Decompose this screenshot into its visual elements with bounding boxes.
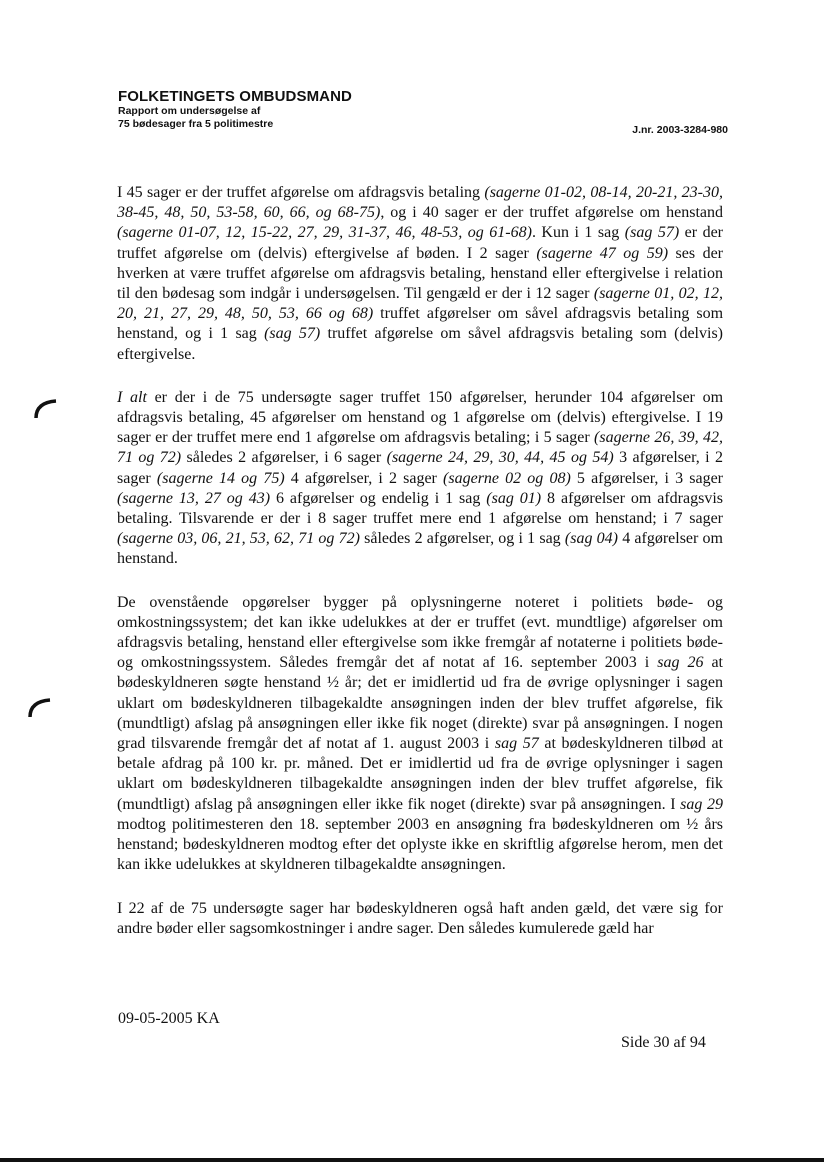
paragraph-text: er der i de 75 undersøgte sager truffet 150 afgørelser, herunder 104 afgørelser om afdragsvis betaling, 45 afgørelser om henstand og 1 afgørelse om (delvis) eftergivelse. I 19 sager er der truffet mere end 1 afgørelse om afdragsvis betaling; i 5 sager — [117, 388, 724, 447]
paragraph-text: at bødeskyldneren tilbød at betale afdrag på 100 kr. pr. måned. Det er imidlertid ud fra de øvrige oplysninger i sagen uklart om bødeskyldneren tilbagekaldte ansøgningen inden der blev truffet afgørelse, fik (mundtligt) afslag på ansøgningen eller ikke fik noget (direkte) svar på ansøgningen. I — [117, 735, 724, 813]
document-body — [117, 183, 723, 962]
paragraph-text: således 2 afgørelser, i 6 sager — [181, 449, 387, 467]
margin-mark-icon — [28, 697, 52, 719]
paragraph-text: truffet afgørelse om såvel afdragsvis betaling som (delvis) eftergivelse. — [117, 325, 724, 363]
case-reference: (sagerne 02 og 08) — [443, 469, 571, 487]
paragraph-text: 8 afgørelser om afdragsvis betaling. Tilsvarende er der i 8 sager truffet mere end 1 afgørelse om henstand; i 7 sager — [117, 489, 723, 528]
paragraph-text: De ovenstående opgørelser bygger på oplysningerne noteret i politiets bøde- og omkostningssystem; det kan ikke udelukkes at der er truffet (evt. mundtlige) afgørelser om afdragsvis betaling, henstand eller eftergivelse som ikke fremgår af notaterne i politiets bøde- og omkostningssystem. Således fremgår det af notat af 16. september 2003 i — [117, 593, 723, 672]
paragraph-text: 4 afgørelser, i 2 sager — [284, 469, 444, 487]
body-paragraph — [117, 899, 723, 939]
case-reference: (sagerne 01, 02, 12, 20, 21, 27, 29, 48, 50, 53, 66 og 68) — [117, 285, 724, 323]
paragraph-text: truffet afgørelser om såvel afdragsvis betaling som henstand, og i 1 sag — [117, 305, 724, 343]
paragraph-text: . Kun i 1 sag — [531, 224, 625, 242]
margin-mark-icon — [34, 398, 58, 420]
paragraph-text: I 45 sager er der truffet afgørelse om afdragsvis betaling — [117, 184, 485, 201]
footer-date: 09-05-2005 KA — [118, 1010, 220, 1027]
journal-number: J.nr. 2003-3284-980 — [632, 124, 728, 136]
case-reference: (sagerne 14 og 75) — [156, 469, 285, 487]
case-reference: (sagerne 01-02, 08-14, 20-21, 23-30, 38-45, 48, 50, 53-58, 60, 66, og 68-75) — [117, 184, 723, 222]
paragraph-text: I 22 af de 75 undersøgte sager har bødeskyldneren også haft anden gæld, det være sig for andre bøder eller sagsomkostninger i andre sager. Den således kumulerede gæld har — [117, 899, 723, 937]
body-paragraph — [117, 593, 723, 876]
case-reference: (sagerne 13, 27 og 43) — [117, 489, 271, 507]
document-header — [118, 88, 728, 136]
case-reference: (sag 57) — [264, 325, 321, 343]
case-reference: I alt — [117, 388, 147, 406]
case-reference: (sagerne 03, 06, 21, 53, 62, 71 og 72) — [117, 530, 360, 548]
case-reference: (sagerne 01-07, 12, 15-22, 27, 29, 31-37, 46, 48-53, og 61-68) — [117, 224, 532, 242]
header-title: FOLKETINGETS OMBUDSMAND — [118, 88, 352, 105]
paragraph-text: 6 afgørelser og endelig i 1 sag — [270, 489, 487, 507]
paragraph-text: ses der hverken at være truffet afgørelse om afdragsvis betaling, henstand eller eftergivelse i relation til den bødesag som indgår i undersøgelsen. Til gengæld er der i 12 sager — [117, 244, 724, 303]
paragraph-text: , og i 40 sager er der truffet afgørelse om henstand — [380, 204, 724, 222]
body-paragraph — [117, 183, 723, 365]
case-reference: (sagerne 47 og 59) — [536, 244, 669, 262]
case-reference: sag 29 — [680, 795, 723, 813]
header-subtitle-2: 75 bødesager fra 5 politimestre — [118, 118, 274, 130]
case-reference: (sagerne 24, 29, 30, 44, 45 og 54) — [386, 449, 614, 467]
bottom-rule — [0, 1158, 824, 1162]
body-paragraph — [117, 388, 723, 570]
paragraph-text: således 2 afgørelser, og i 1 sag — [359, 530, 565, 548]
case-reference: (sag 57) — [624, 224, 680, 242]
paragraph-text: at bødeskyldneren søgte henstand ½ år; det er imidlertid ud fra de øvrige oplysninger i sagen uklart om bødeskyldneren tilbagekaldte ansøgningen inden der blev truffet afgørelse, fik (mundtligt) afslag på ansøgningen eller ikke fik noget (direkte) svar på ansøgningen. I nogen grad tilsvarende fremgår det af notat af 1. august 2003 i — [117, 654, 723, 753]
page-number: Side 30 af 94 — [621, 1034, 706, 1051]
paragraph-text: modtog politimesteren den 18. september 2003 en ansøgning fra bødeskyldneren om ½ års henstand; bødeskyldneren modtog efter det oplyste ikke en skriftlig afgørelse herom, men det kan ikke udelukkes at skyldneren tilbagekaldte ansøgningen. — [117, 815, 723, 874]
paragraph-text: 5 afgørelser, i 3 sager — [570, 469, 724, 487]
case-reference: (sag 01) — [486, 489, 542, 507]
header-subtitle-1: Rapport om undersøgelse af — [118, 105, 261, 117]
case-reference: sag 26 — [657, 654, 704, 672]
paragraph-text: 3 afgørelser, i 2 sager — [117, 449, 724, 487]
case-reference: (sag 04) — [564, 530, 618, 548]
paragraph-text: er der truffet afgørelse om (delvis) eftergivelse af bøden. I 2 sager — [117, 224, 724, 262]
case-reference: (sagerne 26, 39, 42, 71 og 72) — [117, 429, 724, 467]
paragraph-text: 4 afgørelser om henstand. — [117, 530, 724, 568]
case-reference: sag 57 — [494, 735, 539, 753]
